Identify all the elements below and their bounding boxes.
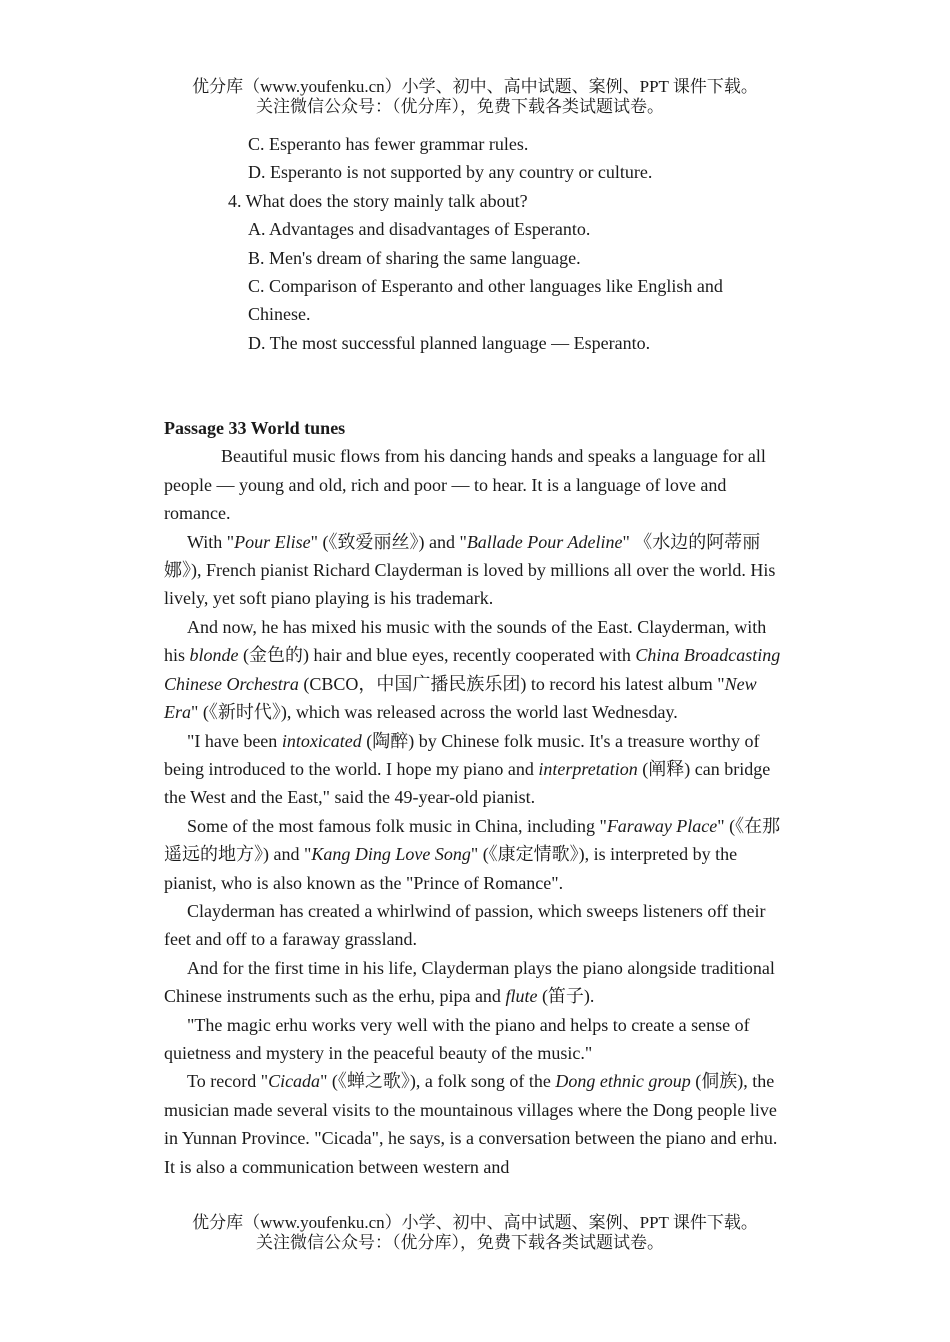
q3-option-c: C. Esperanto has fewer grammar rules. <box>248 134 529 154</box>
paragraph-6: Clayderman has created a whirlwind of passion, which sweeps listeners off their feet and off to a faraway grassland. <box>164 900 766 950</box>
spacer <box>164 357 788 414</box>
paragraph-4: "I have been intoxicated (陶醉) by Chinese folk music. It's a treasure worthy of being introduced to the world. I hope my piano and interpretation (阐释) can bridge the West and the East," said the 49-year-old pianist. <box>164 730 771 808</box>
header-line-2: 关注微信公众号：（优分库），免费下载各类试题试卷。 <box>256 97 664 116</box>
page-header <box>0 77 950 117</box>
paragraph-8: "The magic erhu works very well with the piano and helps to create a sense of quietness and mystery in the peaceful beauty of the music." <box>164 1014 750 1063</box>
paragraph-7: And for the first time in his life, Clayderman plays the piano alongside traditional Chinese instruments such as the erhu, pipa and flute (笛子). <box>164 957 775 1007</box>
paragraph-3: And now, he has mixed his music with the sounds of the East. Clayderman, with his blonde (金色的) hair and blue eyes, recently cooperated with China Broadcasting Chinese Orchestra (CBCO，中国广播民族乐团) to record his latest album "New Era" (《新时代》), which was released across the world last Wednesday. <box>164 616 781 723</box>
q4-option-c: C. Comparison of Esperanto and other languages like English and Chinese. <box>248 276 723 325</box>
header-line-1: 优分库（www.youfenku.cn）小学、初中、高中试题、案例、PPT 课件下载。 <box>192 77 758 96</box>
q3-option-d: D. Esperanto is not supported by any country or culture. <box>248 162 653 183</box>
footer-line-2: 关注微信公众号：（优分库），免费下载各类试题试卷。 <box>256 1233 664 1252</box>
page-body <box>164 130 788 1181</box>
q4-option-d: D. The most successful planned language — Esperanto. <box>248 332 651 353</box>
paragraph-2: With "Pour Elise" (《致爱丽丝》) and "Ballade Pour Adeline" 《水边的阿蒂丽娜》), French pianist Richard Clayderman is loved by millions all over the world. His lively, yet soft piano playing is his trademark. <box>164 531 776 609</box>
passage-title: Passage 33 World tunes <box>164 418 346 439</box>
footer-line-1: 优分库（www.youfenku.cn）小学、初中、高中试题、案例、PPT 课件下载。 <box>192 1213 758 1232</box>
paragraph-5: Some of the most famous folk music in China, including "Faraway Place" (《在那遥远的地方》) and "Kang Ding Love Song" (《康定情歌》), is interpreted by the pianist, who is also known as the "Prince of Romance". <box>164 815 781 893</box>
paragraph-1: Beautiful music flows from his dancing hands and speaks a language for all people — young and old, rich and poor — to hear. It is a language of love and romance. <box>164 446 766 524</box>
q4-option-b: B. Men's dream of sharing the same language. <box>248 247 581 268</box>
q4-option-a: A. Advantages and disadvantages of Esperanto. <box>248 219 591 240</box>
q4-stem: 4. What does the story mainly talk about? <box>228 190 528 211</box>
page-footer <box>0 1213 950 1253</box>
paragraph-9: To record "Cicada" (《蝉之歌》), a folk song of the Dong ethnic group (侗族), the musician made several visits to the mountainous villages where the Dong people live in Yunnan Province. "Cicada", he says, is a conversation between the piano and erhu. It is also a communication between western and <box>164 1071 778 1177</box>
